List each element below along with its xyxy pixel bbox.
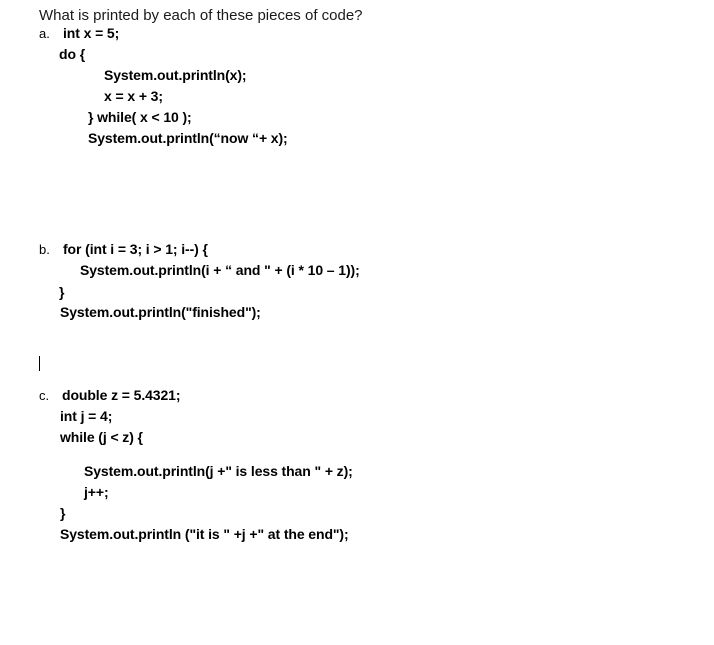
- code-line: System.out.println ("it is " +j +" at the end");: [60, 526, 349, 542]
- code-line: j++;: [84, 484, 109, 500]
- code-line: System.out.println(i + “ and " + (i * 10 – 1));: [80, 262, 360, 278]
- text-cursor: [39, 356, 40, 371]
- code-line: int x = 5;: [63, 25, 120, 41]
- code-line: System.out.println(j +" is less than " + z);: [84, 463, 353, 479]
- part-c-marker: c.: [39, 388, 50, 403]
- part-b-marker: b.: [39, 242, 50, 257]
- code-line: System.out.println(x);: [104, 67, 247, 83]
- code-line: do {: [59, 46, 86, 62]
- code-line: System.out.println(“now “+ x);: [88, 130, 288, 146]
- code-line: for (int i = 3; i > 1; i--) {: [63, 241, 208, 257]
- code-line: } while( x < 10 );: [88, 109, 192, 125]
- code-line: }: [59, 284, 65, 300]
- code-line: System.out.println("finished");: [60, 304, 261, 320]
- question-heading: What is printed by each of these pieces of code?: [39, 7, 363, 24]
- code-line: double z = 5.4321;: [62, 387, 181, 403]
- code-line: }: [60, 505, 66, 521]
- code-line: while (j < z) {: [60, 429, 143, 445]
- code-line: int j = 4;: [60, 408, 113, 424]
- part-a-marker: a.: [39, 26, 50, 41]
- code-line: x = x + 3;: [104, 88, 163, 104]
